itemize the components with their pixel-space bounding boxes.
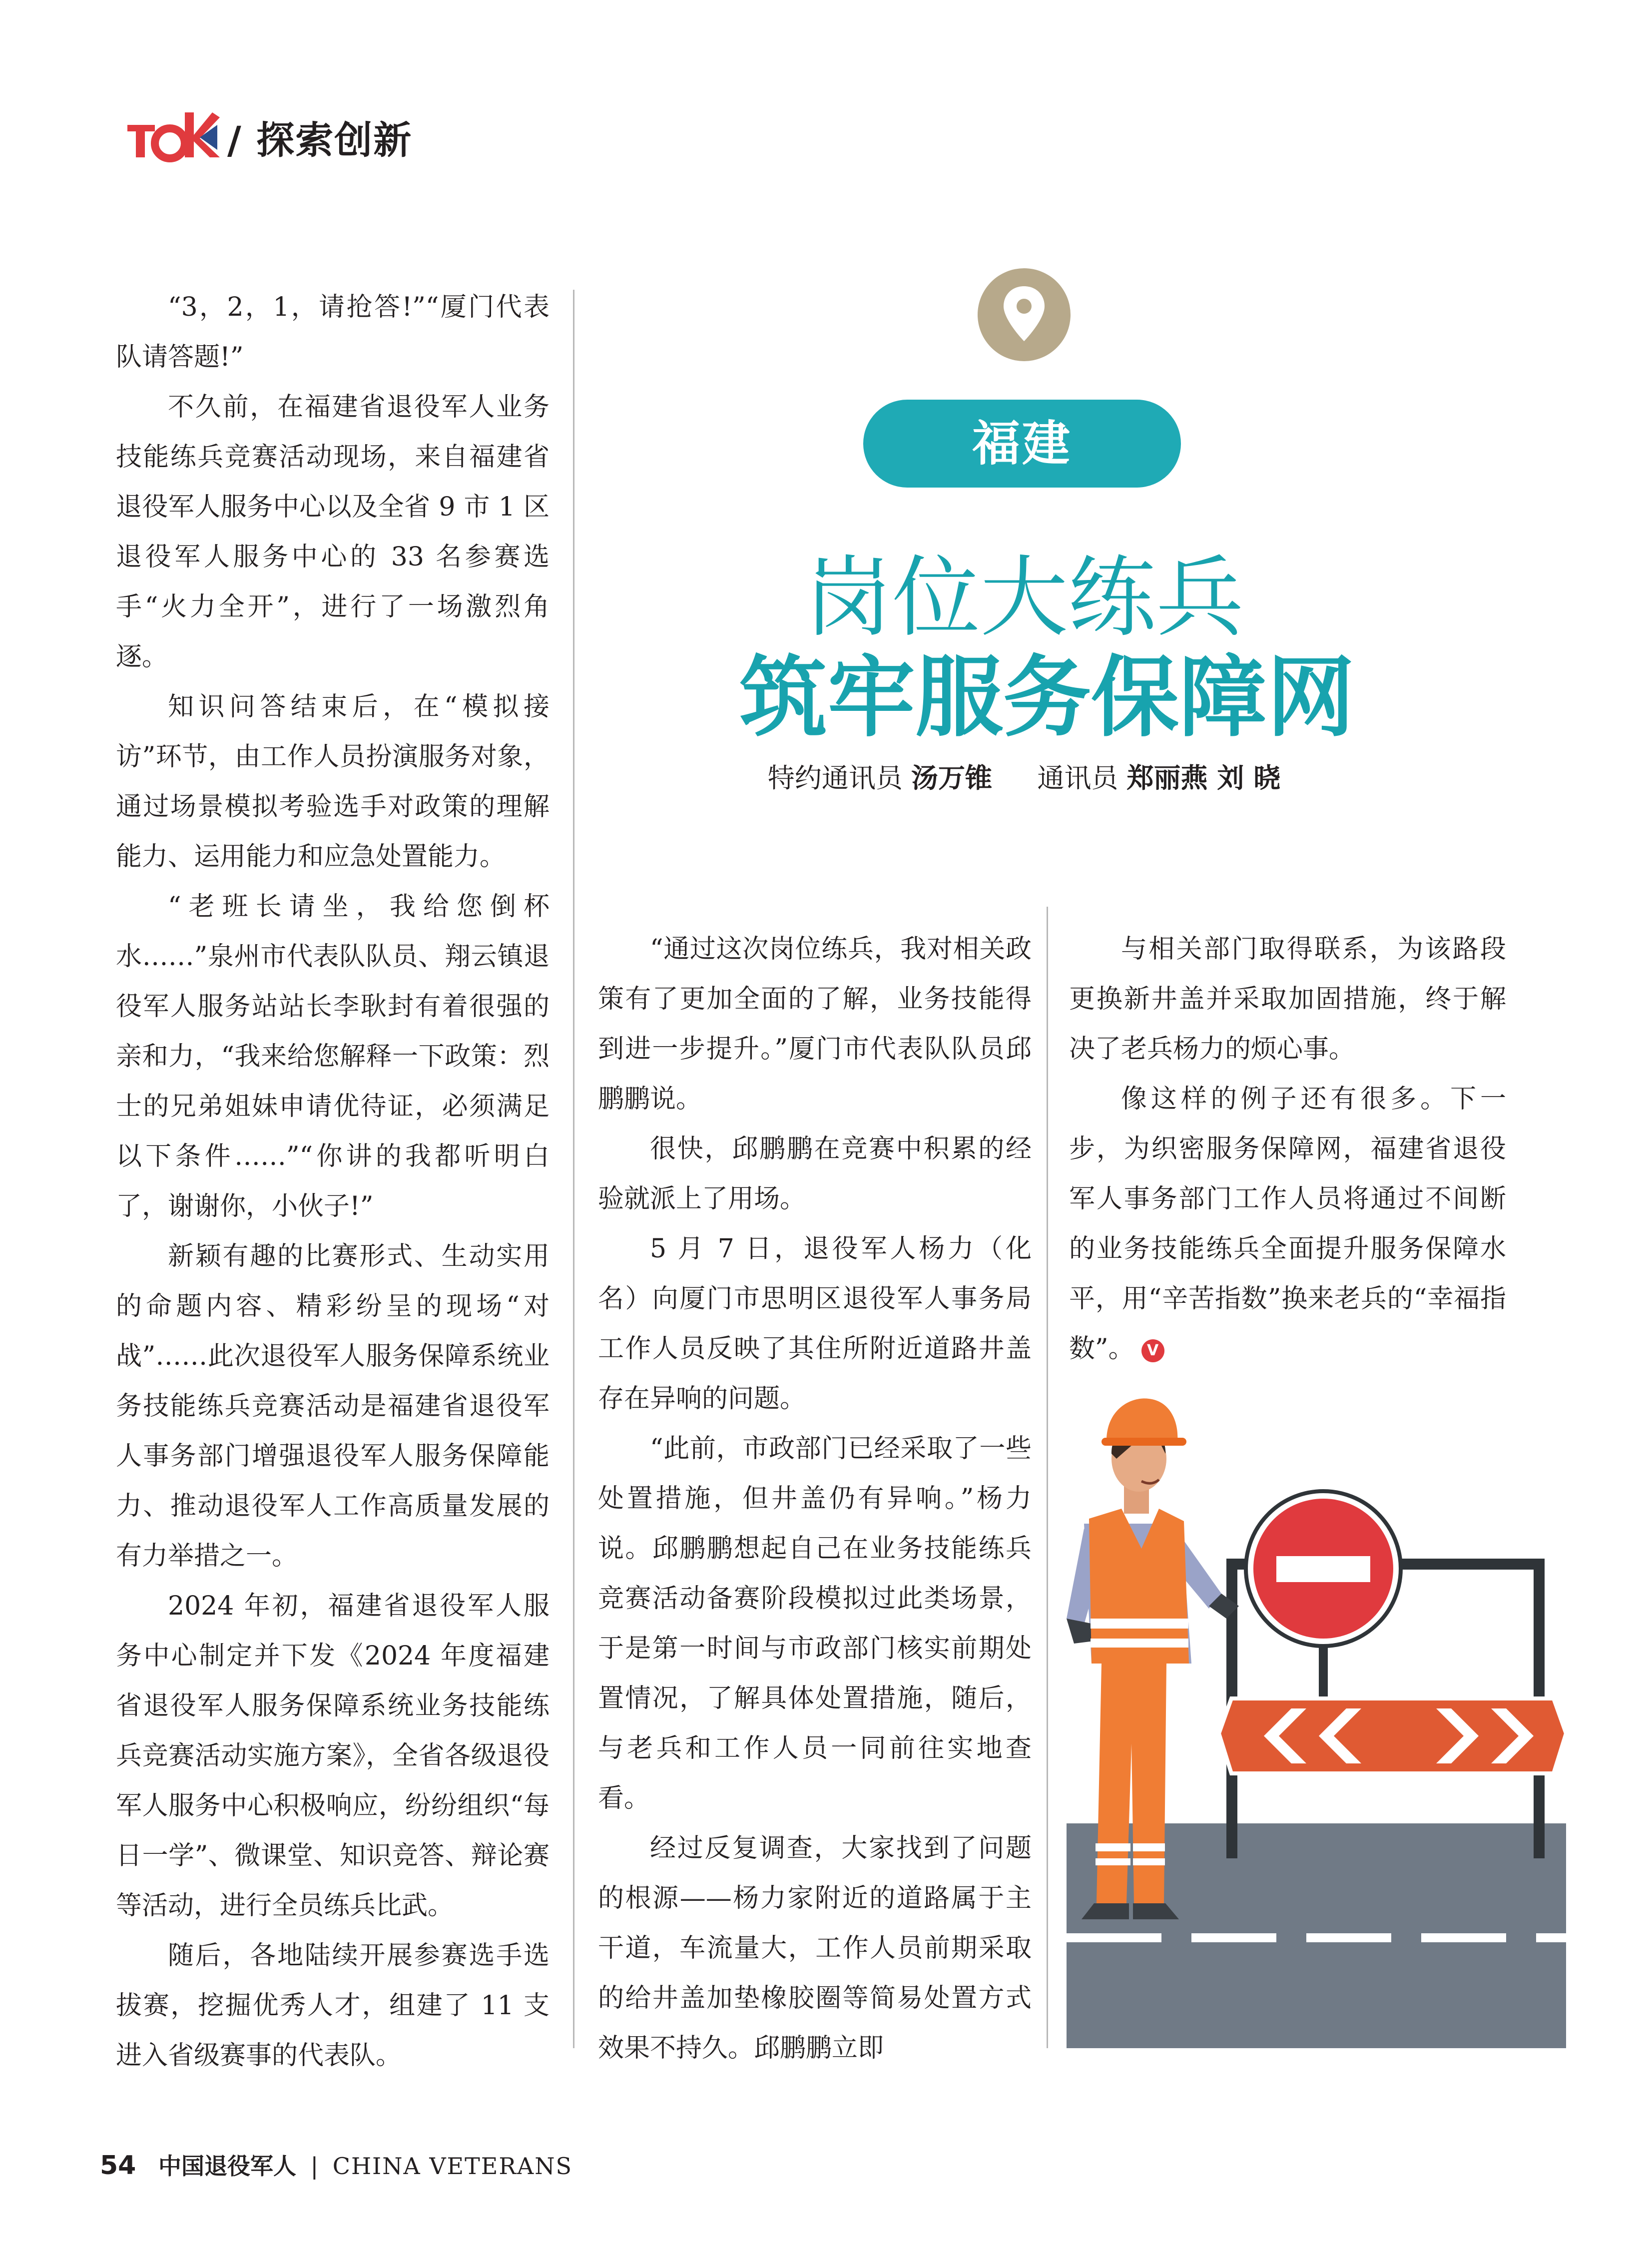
paragraph <box>1069 1074 1506 1374</box>
article-end-mark: V <box>1141 1339 1164 1362</box>
footer-separator: | <box>310 2153 319 2180</box>
paragraph: 不久前，在福建省退役军人业务技能练兵竞赛活动现场，来自福建省退役军人服务中心以及全省 9 市 1 区退役军人服务中心的 33 名参赛选手“火力全开”，进行了一场激烈角逐。 <box>116 392 550 672</box>
paragraph: 2024 年初，福建省退役军人服务中心制定并下发《2024 年度福建省退役军人服务保障系统业务技能练兵竞赛活动实施方案》，全省各级退役军人服务中心积极响应，纷纷组织“每日一学”、微课堂、知识竞答、辩论赛等活动，进行全员练兵比武。 <box>116 1591 550 1921</box>
paragraph: “通过这次岗位练兵，我对相关政策有了更加全面的了解，业务技能得到进一步提升。”厦门市代表队队员邱鹏鹏说。 <box>598 934 1032 1114</box>
article-column-2 <box>598 924 1032 2073</box>
column-divider <box>1047 907 1048 2048</box>
page-footer <box>100 2148 572 2181</box>
paragraph: 新颖有趣的比赛形式、生动实用的命题内容、精彩纷呈的现场“对战”……此次退役军人服务保障系统业务技能练兵竞赛活动是福建省退役军人事务部门增强退役军人服务保障能力、推动退役军人工作高质量发展的有力举措之一。 <box>116 1241 550 1571</box>
paragraph: 随后，各地陆续开展参赛选手选拔赛，挖掘优秀人才，组建了 11 支进入省级赛事的代表队。 <box>116 1941 550 2071</box>
article-title-line1: 岗位大练兵 <box>804 547 1244 649</box>
magazine-logo-icon <box>125 102 220 167</box>
article-title-line2: 筑牢服务保障网 <box>739 646 1355 749</box>
byline-author: 郑丽燕 刘 晓 <box>1126 762 1281 794</box>
magazine-name-cn: 中国退役军人 <box>158 2153 296 2180</box>
region-tag: 福建 <box>863 400 1181 488</box>
paragraph-text: 像这样的例子还有很多。下一步，为织密服务保障网，福建省退役军人事务部门工作人员将通过不间断的业务技能练兵全面提升服务保障水平，用“辛苦指数”换来老兵的“幸福指数”。 <box>1069 1084 1506 1364</box>
byline-role: 通讯员 <box>1037 762 1118 794</box>
road-worker-illustration <box>1067 1384 1566 2048</box>
paragraph: “3，2，1，请抢答!”“厦门代表队请答题!” <box>116 292 550 372</box>
page-number: 54 <box>100 2151 136 2181</box>
paragraph: “老班长请坐，我给您倒杯水……”泉州市代表队队员、翔云镇退役军人服务站站长李耿封有着很强的亲和力，“我来给您解释一下政策：烈士的兄弟姐妹申请优待证，必须满足以下条件……”“你讲的我都听明白了，谢谢你，小伙子!” <box>116 892 550 1221</box>
byline-author: 汤万锥 <box>911 762 993 794</box>
article-column-3 <box>1069 924 1506 1374</box>
column-divider <box>573 290 574 2048</box>
section-label: / 探索创新 <box>227 118 413 162</box>
magazine-name-en: CHINA VETERANS <box>332 2153 573 2180</box>
article-column-1 <box>116 282 550 2081</box>
paragraph: 5 月 7 日，退役军人杨力（化名）向厦门市思明区退役军人事务局工作人员反映了其住所附近道路井盖存在异响的问题。 <box>598 1234 1032 1414</box>
location-pin-icon <box>977 267 1072 362</box>
paragraph: “此前，市政部门已经采取了一些处置措施，但井盖仍有异响。”杨力说。邱鹏鹏想起自己在业务技能练兵竞赛活动备赛阶段模拟过此类场景，于是第一时间与市政部门核实前期处置情况，了解具体处置措施，随后，与老兵和工作人员一同前往实地查看。 <box>598 1434 1032 1813</box>
paragraph: 知识问答结束后，在“模拟接访”环节，由工作人员扮演服务对象，通过场景模拟考验选手对政策的理解能力、运用能力和应急处置能力。 <box>116 692 550 872</box>
byline-role: 特约通讯员 <box>767 762 903 794</box>
byline <box>689 757 1359 795</box>
paragraph: 与相关部门取得联系，为该路段更换新井盖并采取加固措施，终于解决了老兵杨力的烦心事。 <box>1069 934 1506 1064</box>
paragraph: 经过反复调查，大家找到了问题的根源——杨力家附近的道路属于主干道，车流量大，工作人员前期采取的给井盖加垫橡胶圈等简易处置方式效果不持久。邱鹏鹏立即 <box>598 1833 1032 2063</box>
paragraph: 很快，邱鹏鹏在竞赛中积累的经验就派上了用场。 <box>598 1134 1032 1214</box>
